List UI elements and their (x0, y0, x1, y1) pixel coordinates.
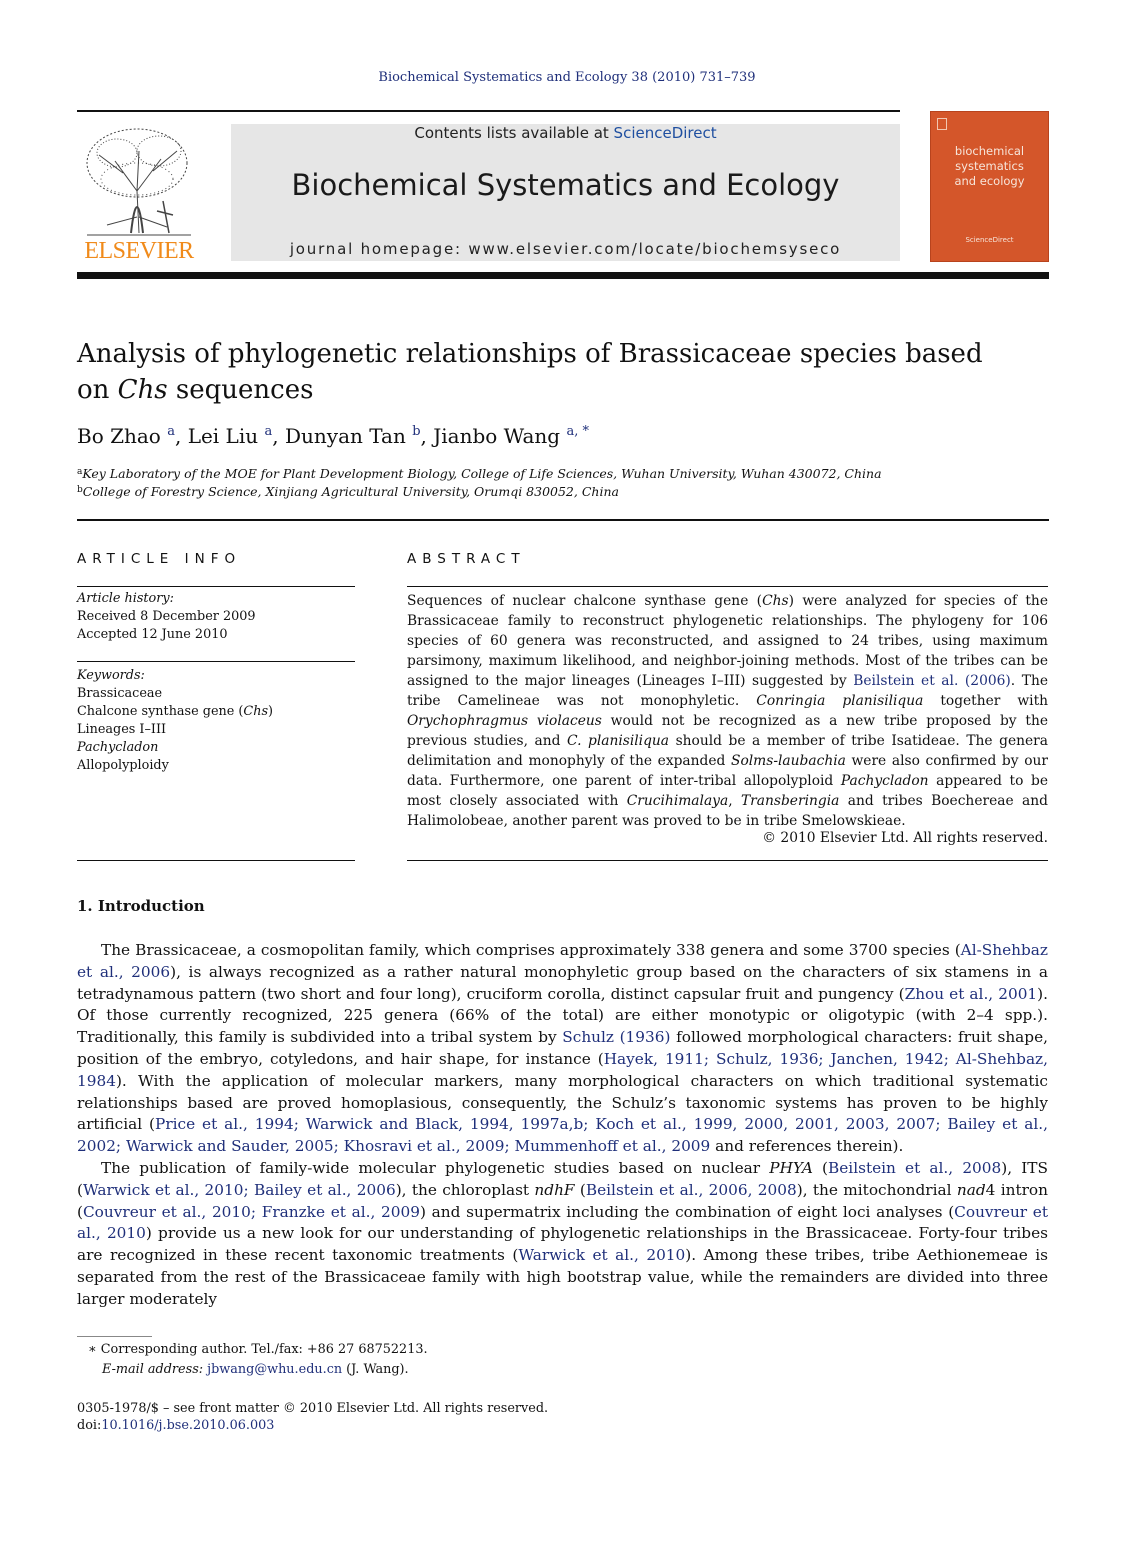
intro-run: The publication of family-wide molecular phylogenetic studies based on nuclear (101, 1158, 770, 1177)
intro-run: ). Of those currently recognized, 225 genera (66% of the total) are either monotypic or oligotypic (with 2–4 spp.). Traditionally, this family is subdivided into a tribal system by (77, 984, 1048, 1047)
corresponding-author-note: ∗ Corresponding author. Tel./fax: +86 27 68752213. (88, 1342, 428, 1357)
info-rule (77, 586, 355, 587)
citation-link[interactable]: Al-Shehbaz et al., 2006 (77, 941, 1048, 981)
journal-title: Biochemical Systematics and Ecology (291, 168, 840, 202)
email-link[interactable]: jbwang@whu.edu.cn (207, 1362, 343, 1377)
citation-link[interactable]: Warwick et al., 2010 (518, 1246, 686, 1265)
email-label: E-mail address: (102, 1362, 208, 1377)
abstract-run: Sequences of nuclear chalcone synthase gene ( (407, 593, 763, 609)
article-history (77, 590, 355, 644)
info-rule (77, 860, 355, 861)
cover-footer: ScienceDirect (965, 236, 1014, 244)
keyword (77, 703, 355, 721)
citation-link[interactable]: Price et al., 1994; Warwick and Black, 1994, 1997a,b; Koch et al., 1999, 2000, 2001, 2003, 2007; Bailey et al., 2002; Warwick and Sauder, 2005; Khosravi et al., 2009; Mummenhoff et al., 2009 (77, 1115, 1048, 1156)
abstract-run: . The tribe Camelineae was not monophyletic. (407, 673, 1048, 709)
citation-link[interactable]: Couvreur et al., 2010 (77, 1202, 1049, 1243)
abstract-italic: Transberingia (740, 793, 840, 809)
received-date: Received 8 December 2009 (77, 609, 256, 624)
affiliation (77, 466, 1037, 481)
keyword: Pachycladon (77, 740, 159, 755)
history-label: Article history: (77, 591, 174, 606)
author-name: Lei Liu (187, 424, 259, 448)
citation-link[interactable]: Couvreur et al., 2010; Franzke et al., 2009 (82, 1202, 420, 1221)
accepted-date: Accepted 12 June 2010 (77, 627, 228, 642)
journal-reference[interactable]: Biochemical Systematics and Ecology 38 (2010) 731–739 (378, 70, 756, 85)
intro-run: and references therein). (710, 1137, 904, 1156)
gene-name: ndhF (534, 1180, 575, 1199)
intro-run: ). Among these tribes, tribe Aethionemeae is separated from the rest of the Brassicaceae family with high bootstrap value, while the remainders are divided into three larger moderately (77, 1246, 1048, 1308)
abstract-run: would not be recognized as a new tribe proposed by the previous studies, and (407, 713, 1048, 749)
keyword-gene: Chs (243, 704, 269, 719)
abstract-run: appeared to be most closely associated with (407, 773, 1048, 809)
email-note (102, 1362, 409, 1377)
article-info-heading: ARTICLE INFO (77, 551, 242, 567)
intro-run: ( (812, 1158, 829, 1177)
intro-run: ), ITS ( (77, 1158, 1048, 1199)
article-title (77, 336, 1037, 408)
cover-line: systematics (955, 159, 1024, 173)
cover-line: biochemical (954, 144, 1025, 158)
abstract-italic: C. planisiliqua (567, 733, 670, 749)
keyword: Lineages I–III (77, 722, 167, 737)
gene-name: PHYA (769, 1158, 813, 1177)
title-text: on (77, 375, 118, 405)
front-matter: 0305-1978/$ – see front matter © 2010 Elsevier Ltd. All rights reserved. (77, 1401, 549, 1416)
top-rule (77, 110, 900, 112)
abstract-italic: Crucihimalaya (626, 793, 729, 809)
keyword: Brassicaceae (77, 686, 163, 701)
intro-paragraph (77, 1158, 1048, 1311)
cover-line: and ecology (954, 174, 1025, 188)
footnote-rule (77, 1336, 152, 1337)
author-affiliation-mark[interactable]: a, * (566, 424, 589, 439)
abstract-rule (407, 586, 1048, 587)
intro-run: ), the mitochondrial (796, 1180, 957, 1199)
introduction-heading: 1. Introduction (77, 897, 205, 915)
abstract-run: , (728, 793, 741, 809)
author-affiliation-mark[interactable]: a (167, 424, 175, 439)
intro-run: ), is always recognized as a rather natural monophyletic group based on the characters of six stamens in a tetradynamous pattern (two short and four long), cruciform corolla, distinct capsular fruit and pungency ( (77, 962, 1048, 1003)
affiliation-mark: a (77, 467, 83, 477)
title-gene-name: Chs (117, 375, 168, 405)
title-line (77, 372, 1037, 408)
abstract-run: were also confirmed by our data. Furthermore, one parent of inter-tribal allopolyploid (407, 753, 1048, 789)
elsevier-wordmark: ELSEVIER (84, 238, 194, 264)
gene-name: nad (956, 1180, 986, 1199)
affiliation-rule (77, 519, 1049, 521)
intro-paragraph (77, 940, 1048, 1158)
doi-line (77, 1418, 274, 1433)
keyword-text: Chalcone synthase gene ( (77, 704, 244, 719)
intro-run: ). With the application of molecular markers, many morphological characters on which traditional systematic relationships based are proved homoplasious, consequently, the Schulz’s taxonomic systems has proven to be highly artificial ( (77, 1071, 1048, 1134)
abstract-rule (407, 860, 1048, 861)
keyword: Allopolyploidy (77, 758, 169, 773)
abstract-run: ) were analyzed for species of the Brassicaceae family to reconstruct phylogenetic relationships. The phylogeny for 106 species of 60 genera was reconstructed, and assigned to 24 tribes, using maximum parsimony, maximum likelihood, and neighbor-joining methods. Most of the tribes can be assigned to the major lineages (Lineages I–III) suggested by (407, 593, 1048, 689)
citation-link[interactable]: Hayek, 1911; Schulz, 1936; Janchen, 1942; Al-Shehbaz, 1984 (77, 1049, 1048, 1090)
doi-label: doi: (77, 1418, 102, 1433)
intro-run: ) provide us a new look for our understanding of phylogenetic relationships in the Brassicaceae. Forty-four tribes are recognized in these recent taxonomic treatments ( (77, 1224, 1048, 1265)
intro-run: ) and supermatrix including the combination of eight loci analyses ( (419, 1202, 955, 1221)
citation-link[interactable]: Beilstein et al. (2006) (853, 673, 1011, 689)
abstract-run: and tribes Boechereae and Halimolobeae, another parent was proved to be in tribe Smelowskieae. (407, 793, 1048, 829)
abstract-italic: Pachycladon (840, 773, 929, 789)
keywords (77, 667, 355, 775)
citation-link[interactable]: Beilstein et al., 2006, 2008 (585, 1180, 797, 1199)
author-name: Jianbo Wang (433, 424, 561, 448)
keyword-text: ) (268, 704, 274, 719)
author-affiliation-mark[interactable]: b (412, 424, 421, 439)
contents-line (231, 124, 900, 142)
author-affiliation-mark[interactable]: a (264, 424, 273, 439)
introduction-body (77, 940, 1048, 1311)
affiliation-mark: b (77, 485, 83, 495)
affiliation-text: College of Forestry Science, Xinjiang Agricultural University, Orumqi 830052, China (82, 484, 619, 499)
keywords-label: Keywords: (77, 668, 145, 683)
intro-run: The Brassicaceae, a cosmopolitan family, which comprises approximately 338 genera and some 3700 species ( (101, 941, 961, 959)
abstract-italic: Chs (762, 593, 789, 609)
author-name: Dunyan Tan (284, 424, 406, 448)
abstract-run: should be a member of tribe Isatideae. The genera delimitation and monophyly of the expanded (407, 733, 1048, 769)
abstract-italic: Orychophragmus violaceus (407, 713, 602, 729)
abstract-heading: ABSTRACT (407, 551, 526, 567)
abstract-copyright: © 2010 Elsevier Ltd. All rights reserved. (762, 830, 1048, 846)
abstract-italic: Solms-laubachia (731, 753, 846, 769)
author-name: Bo Zhao (77, 424, 161, 448)
intro-run: ), the chloroplast (395, 1180, 535, 1199)
abstract-italic: Conringia planisiliqua (756, 693, 924, 709)
citation-link[interactable]: Schulz (1936) (562, 1028, 671, 1047)
abstract-run: together with (923, 693, 1048, 709)
intro-run: 4 intron ( (77, 1180, 1048, 1221)
affiliation-text: Key Laboratory of the MOE for Plant Development Biology, College of Life Sciences, Wuhan University, Wuhan 430072, China (82, 466, 882, 481)
contents-prefix: Contents lists available at (414, 124, 614, 142)
email-suffix: (J. Wang). (342, 1362, 409, 1377)
info-rule (77, 661, 355, 662)
sciencedirect-link[interactable]: ScienceDirect (613, 124, 717, 142)
doi-link[interactable]: 10.1016/j.bse.2010.06.003 (101, 1418, 275, 1433)
cover-logo-icon (937, 118, 947, 130)
abstract-text (407, 591, 1048, 831)
intro-run: followed morphological characters: fruit shape, position of the embryo, cotyledons, and hair shape, for instance ( (77, 1028, 1049, 1068)
citation-link[interactable]: Zhou et al., 2001 (904, 984, 1038, 1003)
citation-link[interactable]: Warwick et al., 2010; Bailey et al., 2006 (82, 1180, 396, 1199)
intro-run: ( (574, 1180, 586, 1199)
cover-title (930, 144, 1049, 189)
title-text: sequences (167, 375, 314, 405)
header-thick-rule (77, 272, 1049, 279)
journal-homepage[interactable]: journal homepage: www.elsevier.com/locate/biochemsyseco (289, 240, 842, 258)
citation-link[interactable]: Beilstein et al., 2008 (828, 1158, 1002, 1177)
affiliation (77, 484, 1037, 499)
author-list: Bo Zhao $^a$, Lei Liu $^a$, Dunyan Tan $^b$, Jianbo Wang $^{a, *}$ (77, 424, 589, 448)
title-line: Analysis of phylogenetic relationships of Brassicaceae species based (77, 339, 983, 369)
